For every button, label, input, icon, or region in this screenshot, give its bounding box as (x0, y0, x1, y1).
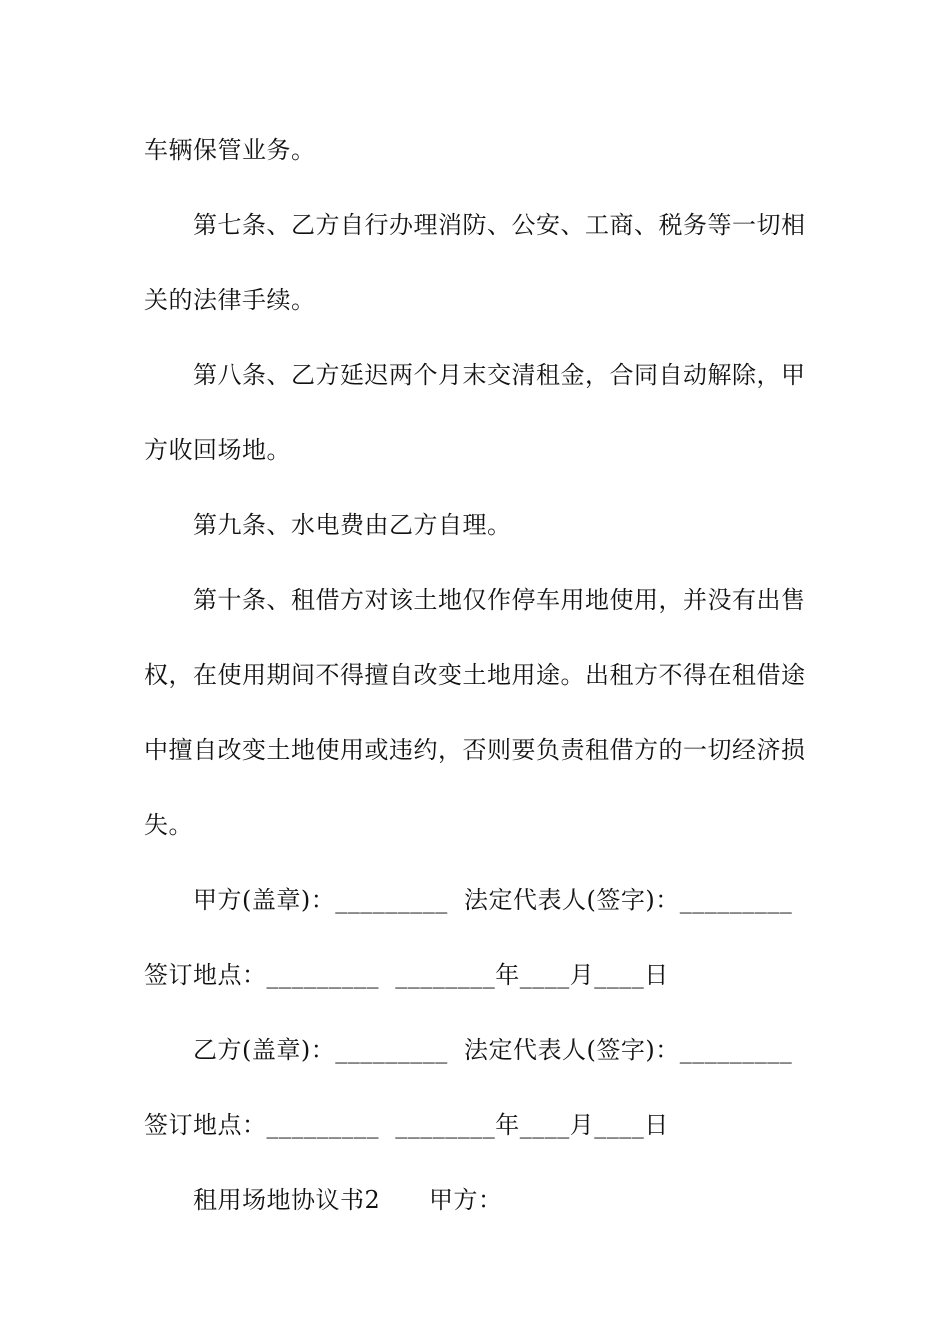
party-b-place-date-line: 签订地点：_________ ________年____月____日 (144, 1111, 669, 1139)
clause-10-line-3: 中擅自改变土地使用或违约，否则要负责租借方的一切经济损 (144, 736, 806, 764)
clause-10-line-1: 第十条、租借方对该土地仅作停车用地使用，并没有出售 (193, 586, 806, 614)
party-b-signature-line: 乙方(盖章)：_________ 法定代表人(签字)：_________ (193, 1036, 793, 1064)
clause-10-line-2: 权，在使用期间不得擅自改变土地用途。出租方不得在租借途 (144, 661, 806, 689)
clause-8-line-2: 方收回场地。 (144, 436, 291, 464)
clause-9-line: 第九条、水电费由乙方自理。 (193, 511, 512, 539)
clause-8-line-1: 第八条、乙方延迟两个月末交清租金，合同自动解除，甲 (193, 361, 806, 389)
paragraph-line: 车辆保管业务。 (144, 136, 316, 164)
party-a-signature-line: 甲方(盖章)：_________ 法定代表人(签字)：_________ (193, 886, 793, 914)
clause-7-line-2: 关的法律手续。 (144, 286, 316, 314)
clause-7-line-1: 第七条、乙方自行办理消防、公安、工商、税务等一切相 (193, 211, 806, 239)
agreement-2-heading-line: 租用场地协议书2 甲方： (193, 1186, 503, 1214)
clause-10-line-4: 失。 (144, 811, 193, 839)
party-a-place-date-line: 签订地点：_________ ________年____月____日 (144, 961, 669, 989)
